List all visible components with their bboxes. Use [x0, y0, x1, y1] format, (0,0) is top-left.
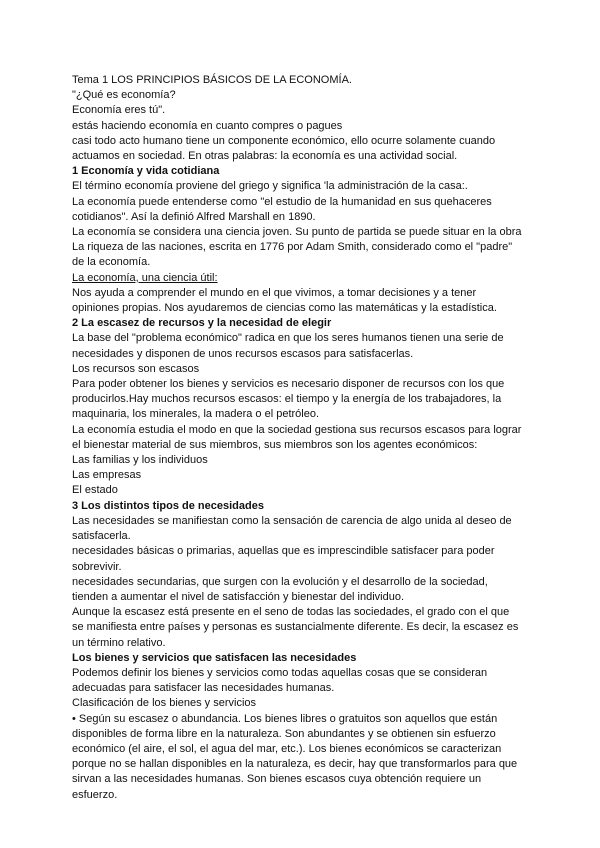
text-line: El término economía proviene del griego y significa 'la administración de la casa:.	[72, 180, 468, 193]
text-line: adecuadas para satisfacer las necesidades humanas.	[72, 682, 335, 695]
text-line: esfuerzo.	[72, 788, 118, 801]
subheading: La economía, una ciencia útil:	[72, 271, 218, 284]
section-heading: 2 La escasez de recursos y la necesidad de elegir	[72, 317, 332, 330]
text-line: necesidades y disponen de unos recursos escasos para satisfacerlas.	[72, 347, 414, 360]
text-line: porque no se hallan disponibles en la naturaleza, es decir, hay que transformarlos para que	[72, 758, 518, 771]
text-line: La riqueza de las naciones, escrita en 1776 por Adam Smith, considerado como el "padre"	[72, 241, 513, 254]
text-line: sirvan a las necesidades humanas. Son bienes escasos cuya obtención requiere un	[72, 773, 482, 786]
text-line: disponibles de forma libre en la naturaleza. Son abundantes y se obtienen sin esfuerzo	[72, 727, 496, 740]
text-line: Nos ayuda a comprender el mundo en el que vivimos, a tomar decisiones y a tener	[72, 286, 477, 299]
text-line: Economía eres tú".	[72, 104, 166, 117]
section-heading: 1 Economía y vida cotidiana	[72, 165, 220, 178]
text-line: de la economía.	[72, 256, 151, 269]
text-line: casi todo acto humano tiene un componente económico, ello ocurre solamente cuando	[72, 134, 496, 147]
text-line: necesidades secundarias, que surgen con la evolución y el desarrollo de la sociedad,	[72, 575, 488, 588]
text-line: estás haciendo economía en cuanto compres o pagues	[72, 119, 343, 132]
text-line: actuamos en sociedad. En otras palabras: la economía es una actividad social.	[72, 150, 458, 163]
document-page	[72, 73, 532, 803]
text-line: Aunque la escasez está presente en el seno de todas las sociedades, el grado con el que	[72, 606, 510, 619]
text-line: tienden a aumentar el nivel de satisfacción y bienestar del individuo.	[72, 590, 405, 603]
text-line: La economía puede entenderse como "el estudio de la humanidad en sus quehaceres	[72, 195, 492, 208]
text-line: un término relativo.	[72, 636, 166, 649]
text-line: Clasificación de los bienes y servicios	[72, 697, 257, 710]
text-line: Los recursos son escasos	[72, 362, 200, 375]
text-line: La economía estudia el modo en que la sociedad gestiona sus recursos escasos para lograr	[72, 423, 522, 436]
text-line: Para poder obtener los bienes y servicios es necesario disponer de recursos con los que	[72, 378, 505, 391]
text-line: maquinaria, los minerales, la madera o el petróleo.	[72, 408, 320, 421]
text-line: producirlos.Hay muchos recursos escasos: el tiempo y la energía de los trabajadores, la	[72, 393, 502, 406]
text-line: La economía se considera una ciencia joven. Su punto de partida se puede situar en la obra	[72, 226, 522, 239]
text-line: Podemos definir los bienes y servicios como todas aquellas cosas que se consideran	[72, 666, 488, 679]
text-line: se manifiesta entre países y personas es sustancialmente diferente. Es decir, la escasez es	[72, 621, 519, 634]
text-line: el bienestar material de sus miembros, sus miembros son los agentes económicos:	[72, 438, 478, 451]
text-line: cotidianos". Así la definió Alfred Marshall en 1890.	[72, 210, 316, 223]
text-line: Las necesidades se manifiestan como la sensación de carencia de algo unida al deseo de	[72, 514, 512, 527]
text-line: Tema 1 LOS PRINCIPIOS BÁSICOS DE LA ECONOMÍA.	[72, 74, 352, 86]
text-line: La base del "problema económico" radica en que los seres humanos tienen una serie de	[72, 332, 504, 345]
text-line: • Según su escasez o abundancia. Los bienes libres o gratuitos son aquellos que están	[72, 712, 498, 725]
section-heading: 3 Los distintos tipos de necesidades	[72, 499, 264, 512]
text-line: económico (el aire, el sol, el agua del mar, etc.). Los bienes económicos se caracterizan	[72, 742, 502, 755]
text-line: necesidades básicas o primarias, aquellas que es imprescindible satisfacer para poder	[72, 545, 495, 558]
text-line: El estado	[72, 484, 118, 497]
text-line: opiniones propias. Nos ayudaremos de ciencias como las matemáticas y la estadística.	[72, 302, 497, 315]
text-line: Las familias y los individuos	[72, 454, 208, 467]
section-heading: Los bienes y servicios que satisfacen las necesidades	[72, 651, 357, 664]
text-line: "¿Qué es economía?	[72, 89, 176, 102]
text-line: sobrevivir.	[72, 560, 122, 573]
text-line: Las empresas	[72, 469, 142, 482]
text-line: satisfacerla.	[72, 530, 131, 543]
